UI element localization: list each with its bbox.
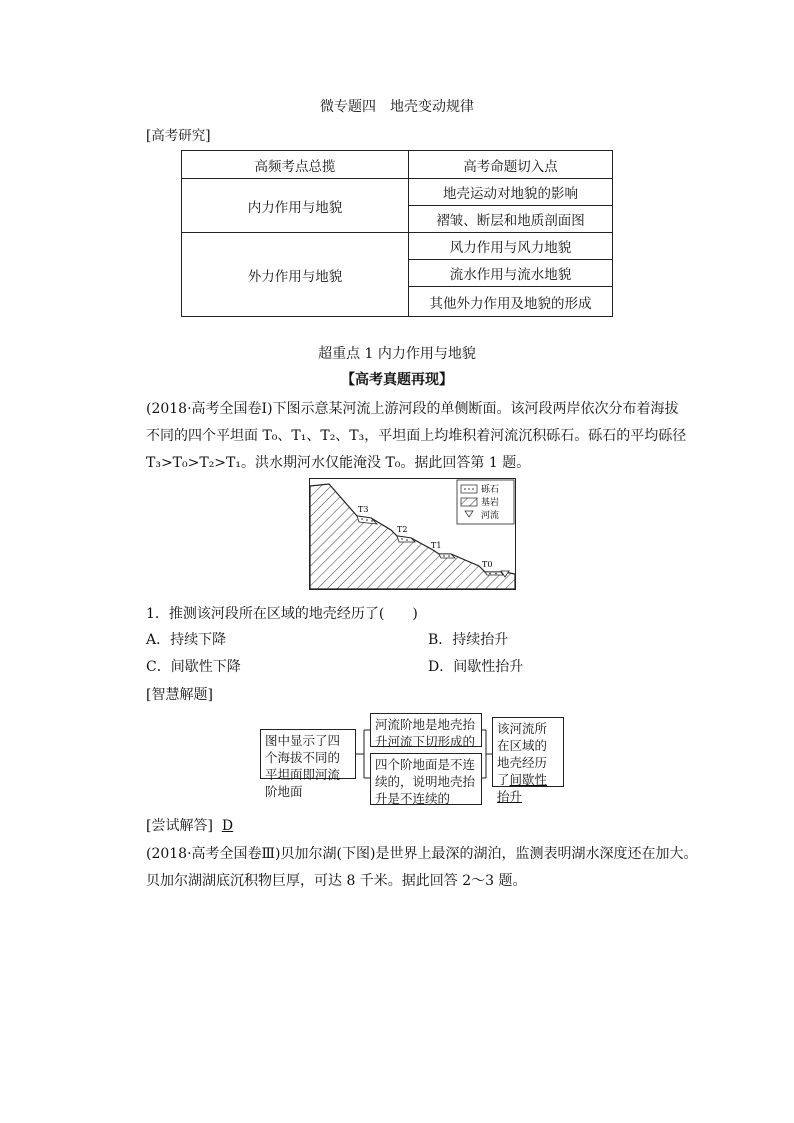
flow-box-top [370, 713, 482, 747]
option-d: D．间歇性抬升 [428, 659, 524, 675]
passage-2-line: 贝加尔湖湖底沉积物巨厚，可达 8 千米。据此回答 2～3 题。 [146, 873, 527, 889]
figure-legend [457, 480, 514, 524]
flow-box-top-line: 升河流下切形成的 [375, 734, 476, 749]
option-a: A．持续下降 [146, 632, 227, 648]
flow-box-top-line: 河流阶地是地壳抬 [375, 717, 476, 732]
answer-label: [尝试解答] [146, 818, 213, 834]
table-cell-point: 其他外力作用及地貌的形成 [409, 287, 613, 317]
terrace-label: T3 [358, 505, 369, 514]
legend-label: 砾石 [481, 485, 500, 495]
bedrock-legend-icon [461, 498, 477, 506]
passage-1 [146, 396, 706, 477]
option-b: B．持续抬升 [428, 632, 509, 648]
research-label: [高考研究] [146, 128, 211, 144]
flow-box-right [492, 717, 564, 804]
table-cell-topic: 外力作用与地貌 [182, 233, 409, 317]
river-terrace-figure [309, 478, 516, 590]
passage-1-line: T₃>T₀>T₂>T₁。洪水期河水仅能淹没 T₀。据此回答第 1 题。 [146, 455, 531, 471]
terrace-label: T2 [397, 525, 408, 534]
flow-box-left: 图中显示了四个海拔不同的平坦面即河流阶地面 [260, 729, 356, 779]
passage-1-line: 不同的四个平坦面 T₀、T₁、T₂、T₃，平坦面上均堆积着河流沉积砾石。砾石的平均砾径 [146, 428, 687, 444]
flow-box-bottom: 四个阶地面是不连续的，说明地壳抬升是不连续的 [370, 753, 482, 805]
topics-table [181, 150, 613, 317]
table-cell-point: 地壳运动对地貌的影响 [409, 179, 613, 206]
page-title: 微专题四 地壳变动规律 [320, 99, 474, 115]
table-cell-point: 褶皱、断层和地质剖面图 [409, 206, 613, 233]
answer-row [146, 815, 233, 835]
subsection-title: 【高考真题再现】 [341, 372, 453, 388]
question-1-stem: 1．推测该河段所在区域的地壳经历了( ) [146, 606, 418, 622]
answer-value: D [221, 818, 234, 834]
terrace-label: T0 [482, 560, 493, 569]
passage-2-source: (2018·高考全国卷Ⅲ) [146, 846, 281, 862]
passage-2 [146, 841, 746, 895]
table-cell-topic: 内力作用与地貌 [182, 179, 409, 233]
legend-label: 基岩 [481, 498, 500, 508]
section-title: 超重点 1 内力作用与地貌 [318, 346, 476, 362]
option-c: C．间歇性下降 [146, 659, 241, 675]
table-cell-point: 风力作用与风力地貌 [409, 233, 613, 260]
passage-1-source: (2018·高考全国卷Ⅰ) [146, 401, 273, 417]
table-header: 高频考点总揽 [182, 151, 409, 179]
passage-1-line: 下图示意某河流上游河段的单侧断面。该河段两岸依次分布着海拔 [272, 401, 679, 417]
table-cell-point: 流水作用与流水地貌 [409, 260, 613, 287]
flow-box-right-conclusion: 间歇性抬升 [497, 772, 548, 804]
flow-box-right-text: 该河流所在区域的地壳经历了 [497, 721, 548, 787]
legend-label: 河流 [481, 511, 500, 521]
terrace-label: T1 [431, 541, 442, 550]
passage-2-line: 贝加尔湖(下图)是世界上最深的湖泊，监测表明湖水深度还在加大。 [280, 846, 698, 862]
wisdom-label: [智慧解题] [146, 687, 213, 703]
table-header: 高考命题切入点 [409, 151, 613, 179]
